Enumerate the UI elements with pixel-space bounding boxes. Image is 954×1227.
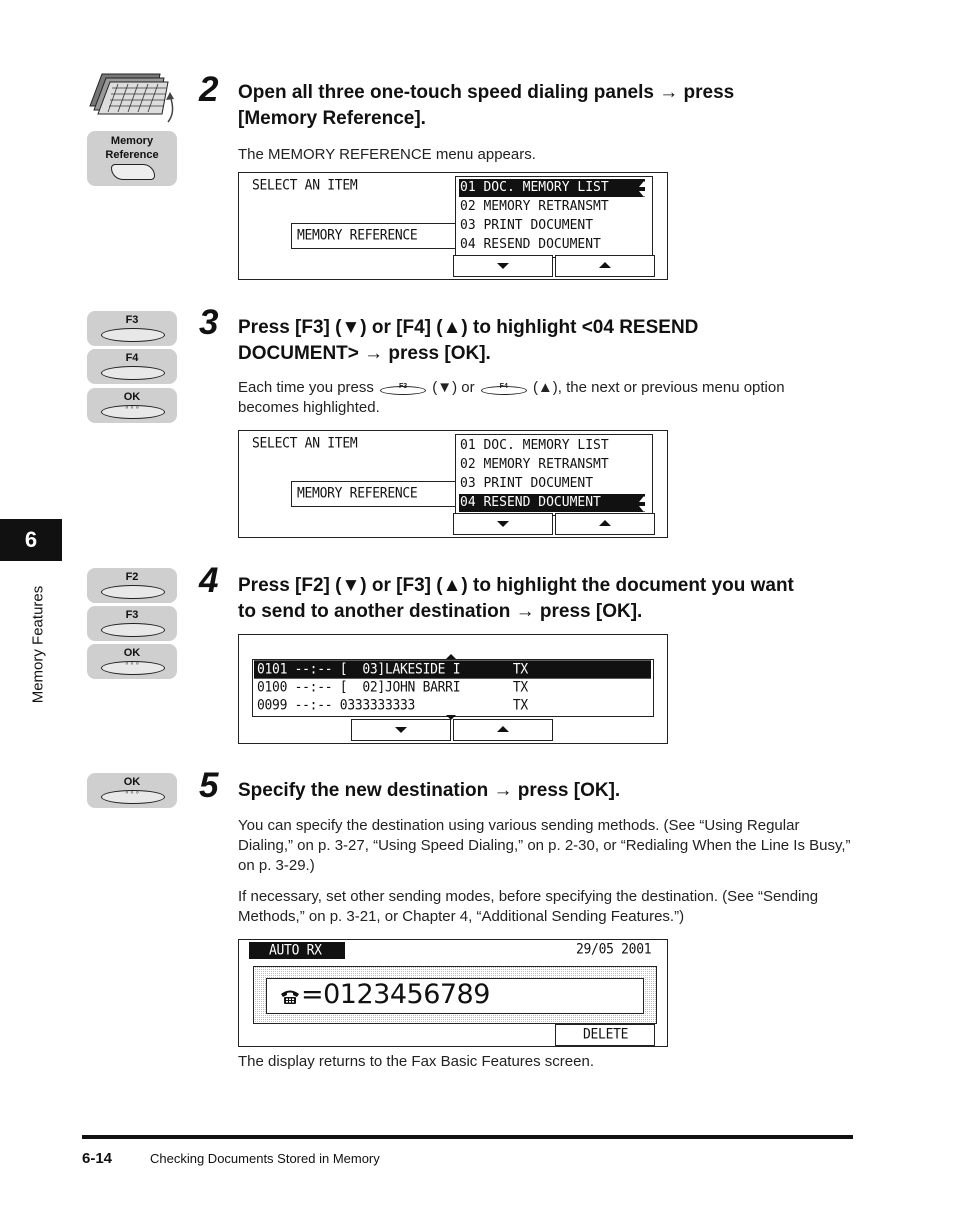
- chapter-title: Memory Features: [29, 585, 47, 704]
- menu-item[interactable]: 03 PRINT DOCUMENT: [460, 476, 594, 491]
- lcd-display: [238, 430, 668, 538]
- inline-key-icon: [378, 380, 428, 394]
- heading-line: Open all three one-touch speed dialing panels → press: [238, 82, 735, 103]
- inline-key-label: F3: [398, 383, 408, 390]
- key-button-icon: ◦◦◦: [101, 790, 165, 804]
- down-button[interactable]: [453, 513, 553, 535]
- number-field[interactable]: [266, 978, 644, 1014]
- down-button[interactable]: [351, 719, 451, 741]
- f3-key[interactable]: [87, 311, 177, 346]
- f2-key[interactable]: [87, 568, 177, 603]
- step-description: If necessary, set other sending modes, before specifying the destination. (See “Sending Methods,” on p. 3-21, or Chapter 4, “Additional Sending Features.”): [238, 888, 819, 925]
- heading-line: to send to another destination → press [OK].: [238, 601, 643, 622]
- up-button[interactable]: [555, 513, 655, 535]
- description-text: becomes highlighted.: [238, 399, 380, 416]
- ok-key-label: OK: [123, 391, 141, 403]
- step-heading: Specify the new destination → press [OK].: [238, 780, 621, 801]
- heading-line: DOCUMENT> → press [OK].: [238, 343, 491, 364]
- document-list: [252, 659, 654, 717]
- f3-key-label: F3: [125, 609, 139, 621]
- lcd-menu: [455, 176, 653, 258]
- up-arrow-icon: [599, 520, 611, 526]
- menu-item[interactable]: 04 RESEND DOCUMENT: [460, 237, 601, 252]
- memory-reference-box-label: MEMORY REFERENCE: [297, 227, 418, 244]
- lcd-display: [238, 172, 668, 280]
- step-number: 2: [199, 70, 219, 109]
- scroll-updown-icon: [639, 496, 649, 512]
- heading-line: Press [F2] (▼) or [F3] (▲) to highlight the document you want: [238, 575, 794, 596]
- description-text: (▼) or: [432, 379, 475, 396]
- lcd-display: [238, 634, 668, 744]
- mode-label: [249, 942, 345, 959]
- heading-line: [Memory Reference].: [238, 108, 426, 129]
- description-text: Each time you press: [238, 379, 374, 396]
- up-arrow-icon: [497, 726, 509, 732]
- step-description: The MEMORY REFERENCE menu appears.: [238, 146, 536, 163]
- ok-key[interactable]: [87, 388, 177, 423]
- down-arrow-icon: [497, 521, 509, 527]
- step-heading: [238, 80, 858, 132]
- mode-label-text: AUTO RX: [269, 942, 322, 959]
- step-number: 4: [199, 561, 219, 600]
- footer-rule: [82, 1135, 853, 1139]
- step-number: 3: [199, 303, 219, 342]
- fax-basic-display: [238, 939, 668, 1047]
- inline-key-label: F4: [499, 383, 508, 390]
- down-button[interactable]: [453, 255, 553, 277]
- up-arrow-icon: [599, 262, 611, 268]
- menu-item[interactable]: 04 RESEND DOCUMENT: [459, 494, 645, 512]
- step-heading: [238, 573, 858, 625]
- down-arrow-icon: [395, 727, 407, 733]
- step-description: You can specify the destination using various sending methods. (See “Using Regular Dialing,” on p. 3-27, “Using Speed Dialing,” on p. 2-30, or “Redialing When the Line Is Busy,” on p. 3-29.): [238, 817, 851, 874]
- memory-reference-key-icon: [111, 164, 155, 180]
- menu-item[interactable]: 02 MEMORY RETRANSMT: [460, 199, 609, 214]
- down-arrow-icon: [497, 263, 509, 269]
- chapter-number: 6: [24, 527, 38, 552]
- document-row[interactable]: 0099 --:-- 0333333333 TX: [257, 697, 528, 714]
- ok-key-label: OK: [123, 647, 141, 659]
- memory-reference-box-label: MEMORY REFERENCE: [297, 485, 418, 502]
- memory-reference-box: [291, 223, 457, 249]
- lcd-title: SELECT AN ITEM: [252, 435, 358, 452]
- fax-number: =0123456789: [301, 979, 490, 1010]
- ok-key[interactable]: [87, 773, 177, 808]
- inline-key-icon: [479, 380, 529, 394]
- telephone-icon: [280, 989, 300, 1005]
- f2-key-label: F2: [125, 571, 139, 583]
- description-text: (▲), the next or previous menu option: [532, 379, 785, 396]
- panel-illustration: [88, 72, 180, 128]
- key-button-icon: [101, 585, 165, 599]
- step-number: 5: [199, 766, 219, 805]
- ok-key-label: OK: [123, 776, 141, 788]
- scroll-updown-icon: [639, 181, 649, 197]
- menu-item[interactable]: 01 DOC. MEMORY LIST: [460, 438, 609, 453]
- menu-item[interactable]: 02 MEMORY RETRANSMT: [460, 457, 609, 472]
- chapter-tab: [0, 519, 62, 561]
- up-button[interactable]: [453, 719, 553, 741]
- memory-reference-box: [291, 481, 457, 507]
- memory-reference-key[interactable]: [87, 131, 177, 186]
- heading-line: Press [F3] (▼) or [F4] (▲) to highlight <04 RESEND: [238, 317, 699, 338]
- up-button[interactable]: [555, 255, 655, 277]
- delete-button[interactable]: [555, 1024, 655, 1046]
- delete-button-label: DELETE: [583, 1026, 629, 1043]
- f4-key-label: F4: [125, 352, 139, 364]
- number-entry-area: [253, 966, 657, 1024]
- document-row[interactable]: 0101 --:-- [ 03]LAKESIDE I TX: [254, 660, 651, 678]
- document-row[interactable]: 0100 --:-- [ 02]JOHN BARRI TX: [257, 679, 528, 696]
- f3-key[interactable]: [87, 606, 177, 641]
- step-result: The display returns to the Fax Basic Features screen.: [238, 1053, 594, 1070]
- key-button-icon: [101, 366, 165, 380]
- date-display: 29/05 2001: [576, 941, 652, 958]
- menu-item[interactable]: 01 DOC. MEMORY LIST: [459, 179, 645, 197]
- ok-key[interactable]: [87, 644, 177, 679]
- f4-key[interactable]: [87, 349, 177, 384]
- step-description: [238, 378, 853, 418]
- key-button-icon: ◦◦◦: [101, 405, 165, 419]
- key-button-icon: [101, 328, 165, 342]
- f3-key-label: F3: [125, 314, 139, 326]
- footer-section-title: Checking Documents Stored in Memory: [150, 1151, 380, 1166]
- lcd-menu: [455, 434, 653, 516]
- step-heading: [238, 315, 858, 367]
- memory-reference-key-label: Memory Reference: [105, 135, 159, 161]
- page-number: 6-14: [82, 1150, 113, 1167]
- key-button-icon: [101, 623, 165, 637]
- key-button-icon: ◦◦◦: [101, 661, 165, 675]
- lcd-title: SELECT AN ITEM: [252, 177, 358, 194]
- menu-item[interactable]: 03 PRINT DOCUMENT: [460, 218, 594, 233]
